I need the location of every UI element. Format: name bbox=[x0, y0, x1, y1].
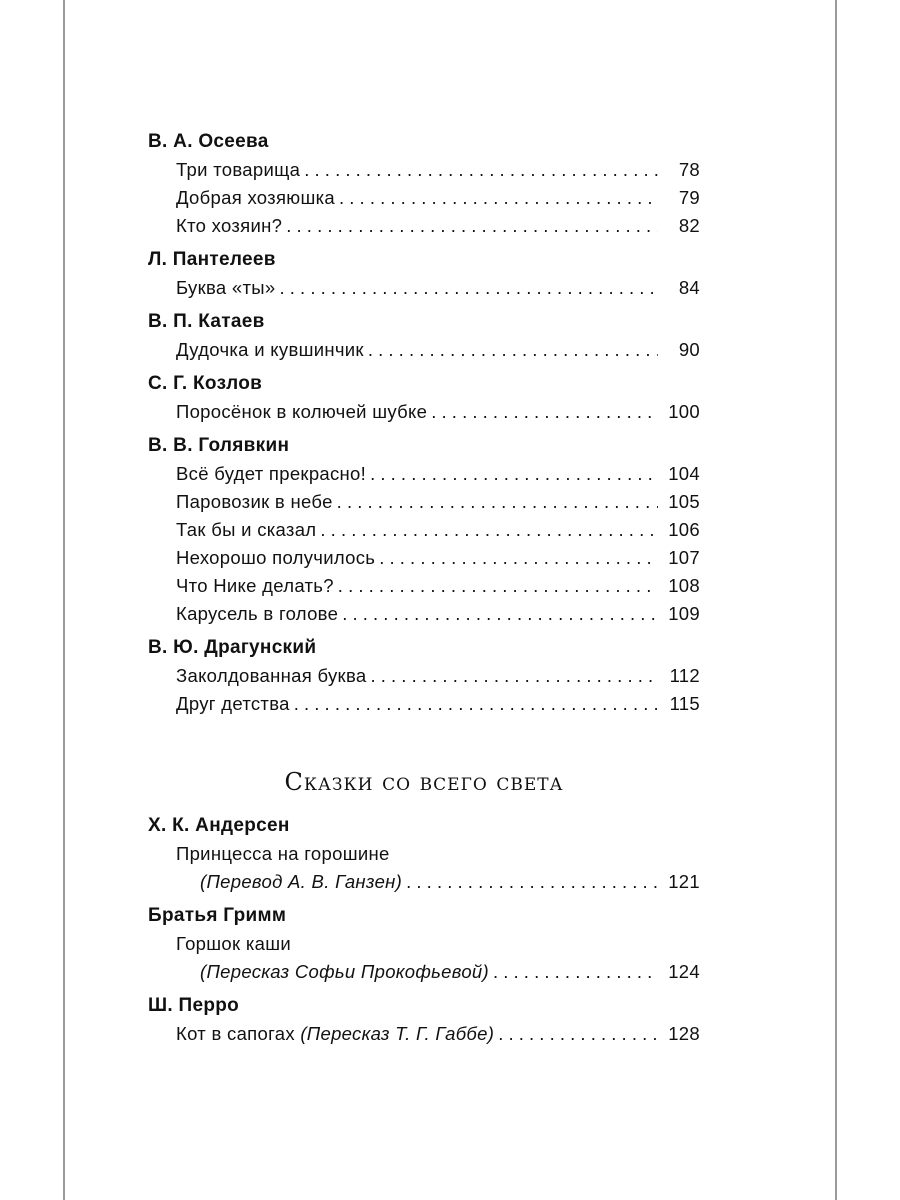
page-number: 100 bbox=[668, 401, 700, 422]
toc-entry[interactable] bbox=[200, 868, 700, 896]
author-heading: Братья Гримм bbox=[148, 905, 287, 926]
page-number: 124 bbox=[668, 961, 700, 982]
entry-title: Карусель в голове bbox=[176, 603, 339, 624]
leader-dots bbox=[370, 460, 658, 488]
toc-part-1 bbox=[148, 128, 700, 718]
leader-dots bbox=[379, 544, 658, 572]
leader-dots bbox=[294, 690, 658, 718]
entry-title: Что Нике делать? bbox=[176, 575, 334, 596]
leader-dots bbox=[320, 516, 658, 544]
leader-dots bbox=[339, 184, 658, 212]
toc-entry[interactable] bbox=[176, 336, 700, 364]
leader-dots bbox=[279, 274, 658, 302]
page-number: 112 bbox=[669, 665, 700, 686]
toc-entry[interactable] bbox=[176, 212, 700, 240]
leader-dots bbox=[406, 868, 658, 896]
leader-dots bbox=[493, 958, 658, 986]
entry-title: Добрая хозяюшка bbox=[176, 187, 335, 208]
page-number: 105 bbox=[668, 491, 700, 512]
toc-entry[interactable] bbox=[176, 572, 700, 600]
page-number: 108 bbox=[668, 575, 700, 596]
author-heading: Х. К. Андерсен bbox=[148, 815, 290, 836]
toc-entry[interactable] bbox=[176, 516, 700, 544]
toc-entry[interactable] bbox=[176, 1020, 700, 1048]
author-heading: Л. Пантелеев bbox=[148, 249, 276, 270]
page-number: 79 bbox=[678, 187, 700, 208]
entry-title: Поросёнок в колючей шубке bbox=[176, 401, 428, 422]
toc-entry[interactable] bbox=[176, 662, 700, 690]
page-number: 90 bbox=[678, 339, 700, 360]
toc-entry[interactable] bbox=[176, 544, 700, 572]
page-number: 115 bbox=[669, 693, 700, 714]
author-heading: В. В. Голявкин bbox=[148, 435, 290, 456]
page-number: 84 bbox=[678, 277, 700, 298]
leader-dots bbox=[337, 488, 658, 516]
leader-dots bbox=[370, 662, 658, 690]
page-number: 78 bbox=[678, 159, 700, 180]
leader-dots bbox=[342, 600, 658, 628]
page-number: 106 bbox=[668, 519, 700, 540]
section-heading: Сказки со всего света bbox=[284, 768, 564, 796]
entry-title: Так бы и сказал bbox=[176, 519, 317, 540]
author-heading: В. Ю. Драгунский bbox=[148, 637, 317, 658]
page-number: 104 bbox=[668, 463, 700, 484]
page-number: 82 bbox=[678, 215, 700, 236]
toc-entry[interactable] bbox=[176, 184, 700, 212]
author-heading: Ш. Перро bbox=[148, 995, 240, 1016]
toc-entry[interactable] bbox=[176, 488, 700, 516]
author-heading: В. А. Осеева bbox=[148, 131, 269, 152]
entry-title: Кто хозяин? bbox=[176, 215, 283, 236]
page-number: 128 bbox=[668, 1023, 700, 1044]
toc-entry[interactable] bbox=[176, 460, 700, 488]
toc-entry[interactable] bbox=[176, 274, 700, 302]
leader-dots bbox=[286, 212, 658, 240]
translator-note: (Пересказ Т. Г. Габбе) bbox=[300, 1023, 495, 1044]
entry-title: Друг детства bbox=[176, 693, 290, 714]
translator-note: (Перевод А. В. Ганзен) bbox=[200, 871, 403, 892]
leader-dots bbox=[304, 156, 658, 184]
entry-title: Нехорошо получилось bbox=[176, 547, 376, 568]
entry-title[interactable]: Горшок каши bbox=[176, 933, 291, 954]
entry-title: Паровозик в небе bbox=[176, 491, 333, 512]
entry-title: Кот в сапогах bbox=[176, 1023, 295, 1044]
toc-entry[interactable] bbox=[176, 600, 700, 628]
toc-entry[interactable] bbox=[176, 398, 700, 426]
leader-dots bbox=[498, 1020, 658, 1048]
page-number: 107 bbox=[668, 547, 700, 568]
translator-note: (Пересказ Софьи Прокофьевой) bbox=[200, 961, 489, 982]
entry-title: Буква «ты» bbox=[176, 277, 276, 298]
entry-title: Всё будет прекрасно! bbox=[176, 463, 367, 484]
entry-title: Заколдованная буква bbox=[176, 665, 367, 686]
toc-entry[interactable] bbox=[176, 690, 700, 718]
entry-title: Дудочка и кувшинчик bbox=[176, 339, 364, 360]
entry-title[interactable]: Принцесса на горошине bbox=[176, 843, 390, 864]
toc-part-2 bbox=[148, 812, 700, 1048]
toc-entry[interactable] bbox=[176, 156, 700, 184]
leader-dots bbox=[368, 336, 658, 364]
toc-entry[interactable] bbox=[200, 958, 700, 986]
leader-dots bbox=[338, 572, 658, 600]
entry-title: Три товарища bbox=[176, 159, 301, 180]
author-heading: В. П. Катаев bbox=[148, 311, 265, 332]
page-number: 121 bbox=[668, 871, 700, 892]
author-heading: С. Г. Козлов bbox=[148, 373, 263, 394]
page-number: 109 bbox=[668, 603, 700, 624]
leader-dots bbox=[431, 398, 658, 426]
